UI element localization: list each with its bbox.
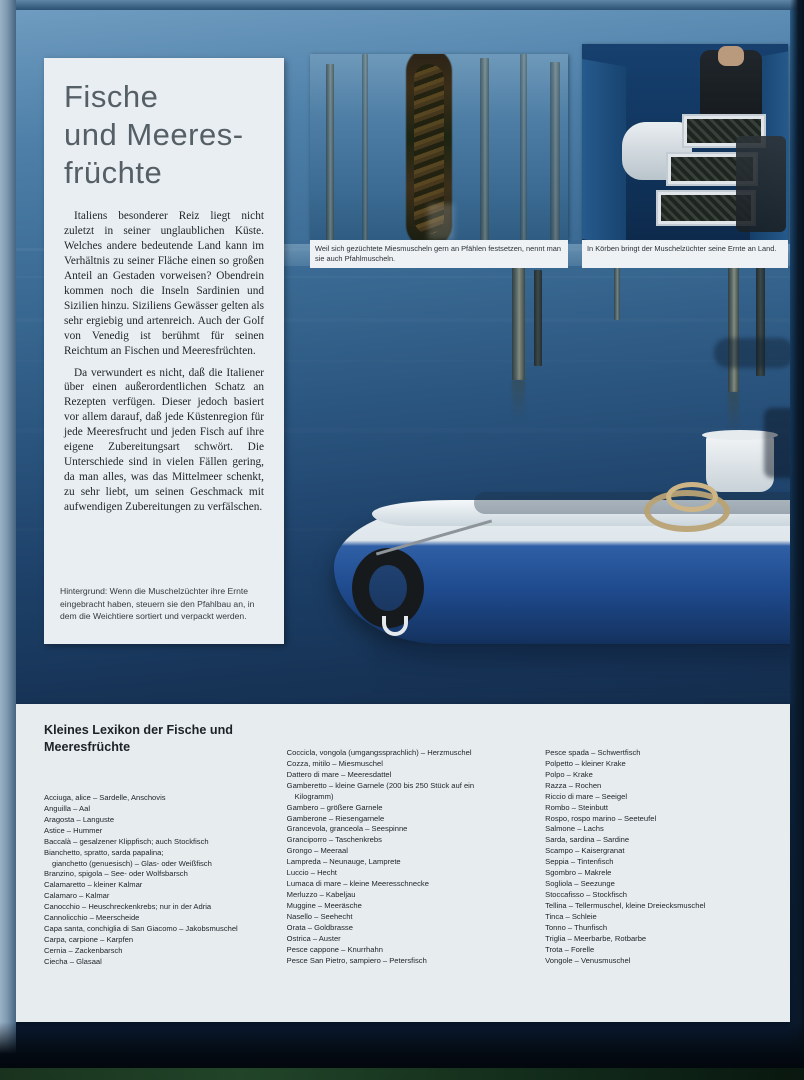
- lexicon-column-2: [287, 748, 545, 968]
- lexicon-entry: Muggine – Meeräsche: [286, 900, 362, 910]
- lexicon-entry: Astice – Hummer: [44, 825, 103, 835]
- lexicon-entry: Anguilla – Aal: [44, 803, 91, 813]
- lexicon-entry: Aragosta – Languste: [44, 814, 115, 824]
- lexicon-entry: Seppia – Tintenfisch: [545, 857, 614, 867]
- lexicon-page: [14, 704, 790, 1022]
- lexicon-entry: Branzino, spigola – See- oder Wolfsbarsch: [44, 869, 188, 879]
- lexicon-entry: Gamberetto – kleine Garnele (200 bis 250 Stück auf ein: [286, 780, 475, 790]
- lexicon-entry: Sgombro – Makrele: [545, 868, 612, 878]
- page-right-edge: [790, 0, 804, 1080]
- wooden-pole: [480, 58, 489, 240]
- surface-strip: [0, 1068, 804, 1080]
- lexicon-entry: Rospo, rospo marino – Seeteufel: [545, 813, 657, 823]
- lexicon-column-1: [32, 748, 287, 968]
- article-body: [64, 209, 264, 514]
- title-line-3: früchte: [64, 154, 163, 190]
- lexicon-entry: Polpo – Krake: [545, 769, 593, 779]
- boat-reflection: [374, 644, 790, 690]
- lexicon-entry: Tonno – Thunfisch: [545, 922, 608, 932]
- lexicon-entry: Lumaca di mare – kleine Meeresschnecke: [286, 879, 429, 889]
- lexicon-entry: Canocchio – Heuschreckenkrebs; nur in der Adria: [44, 902, 212, 912]
- lexicon-entry: Luccio – Hecht: [286, 868, 337, 878]
- lexicon-entry: Grancevola, granceola – Seespinne: [286, 824, 408, 834]
- wooden-pole: [728, 260, 739, 392]
- lexicon-entry: Polpetto – kleiner Krake: [545, 758, 626, 768]
- lexicon-entry: Grongo – Meeraal: [286, 846, 348, 856]
- lexicon-entry: gianchetto (genuesisch) – Glas- oder Weißfisch: [52, 858, 212, 868]
- boat-wall: [582, 57, 626, 240]
- lexicon-entry: Coccicla, vongola (umgangssprachlich) – Herzmuschel: [286, 748, 472, 757]
- water-splash: [428, 204, 454, 240]
- lexicon-entry: Lampreda – Neunauge, Lamprete: [286, 857, 401, 867]
- boat-interior-shadow: [474, 492, 790, 514]
- lexicon-entry: Ciecha – Glasaal: [44, 956, 102, 966]
- water-debris: [764, 408, 790, 478]
- title-line-1: Fische: [64, 79, 159, 114]
- lexicon-entry: Nasello – Seehecht: [286, 911, 353, 921]
- lexicon-entry: Granciporro – Taschenkrebs: [286, 835, 382, 845]
- wooden-pole: [362, 54, 368, 240]
- lexicon-entry: Orata – Goldbrasse: [286, 922, 353, 932]
- lexicon-entry: Trota – Forelle: [545, 944, 595, 954]
- page-gutter: [0, 0, 16, 1080]
- wooden-pole: [326, 64, 334, 240]
- lexicon-entry: Scampo – Kaisergranat: [545, 846, 625, 856]
- lexicon-column-3: [545, 748, 772, 968]
- lexicon-entry: Acciuga, alice – Sardelle, Anschovis: [44, 793, 166, 802]
- lexicon-entry: Vongole – Venusmuschel: [545, 955, 631, 965]
- title-line-2: und Meeres-: [64, 116, 244, 152]
- lexicon-entry: Sogliola – Seezunge: [545, 879, 615, 889]
- lexicon-entry: Stoccafisso – Stockfisch: [545, 889, 628, 899]
- lexicon-entry: Bianchetto, spratto, sarda papalina;: [44, 847, 164, 857]
- wooden-pole: [550, 62, 560, 240]
- lexicon-entry: Carpa, carpione – Karpfen: [44, 934, 134, 944]
- lexicon-title: Kleines Lexikon der Fische und Meeresfrüchte: [44, 723, 233, 754]
- water-debris: [714, 338, 790, 368]
- lexicon-entry: Pesce cappone – Knurrhahn: [286, 944, 383, 954]
- lexicon-entry: Calamaretto – kleiner Kalmar: [44, 880, 143, 890]
- wooden-pole: [520, 54, 527, 240]
- lexicon-entry: Gamberone – Riesengarnele: [286, 813, 385, 823]
- page-title: [64, 78, 268, 191]
- fisherman-head: [718, 46, 744, 66]
- lexicon-entry: Merluzzo – Kabeljau: [286, 889, 356, 899]
- lexicon-entry: Razza – Rochen: [545, 780, 602, 790]
- lexicon-columns: [32, 748, 772, 968]
- article-paragraph: Italiens besonderer Reiz liegt nicht zuletzt in seiner unglaublichen Küste. Welches andere bedeutende Land kann im Verhältnis zu seiner Fläche einen so großen Anteil an Gestaden vorweisen? Obendrein kommen noch die Inseln Sardinien und Sizilien hinzu. Siziliens Gewässer gelten als sehr ergiebig und artenreich. Auch der Golf von Venedig ist berühmt für seinen Reichtum an Fischen und Meeresfrüchten.: [64, 210, 264, 357]
- lexicon-entry: Gambero – größere Garnele: [286, 802, 383, 812]
- blue-boat-photo: [314, 408, 790, 708]
- lexicon-entry: Sarda, sardina – Sardine: [545, 835, 630, 845]
- lexicon-entry: Tinca – Schleie: [545, 911, 597, 921]
- lexicon-entry: Cannolicchio – Meerscheide: [44, 913, 140, 923]
- page-top-edge: [0, 0, 804, 10]
- lexicon-entry: Kilogramm): [294, 791, 334, 801]
- stacked-gear: [736, 136, 786, 232]
- lexicon-entry: Triglia – Meerbarbe, Rotbarbe: [545, 933, 647, 943]
- lexicon-entry: Tellina – Tellermuschel, kleine Dreiecksmuschel: [545, 900, 706, 910]
- fisherman-photo-caption: In Körben bringt der Muschelzüchter seine Ernte an Land.: [582, 240, 788, 268]
- article-paragraph: Da verwundert es nicht, daß die Italiener über einen außerordentlichen Schatz an Rezepten verfügen. Dieser jedoch basiert vor allem darauf, daß jede Küstenregion für jede Meeresfrucht und jeden Fisch auf ihre eigene Zubereitungsart schwört. Die Unterschiede sind in vielen Fällen gering, da man alles, was das Mittelmeer schenkt, zu sehr liebt, um seinen Geschmack mit aufwendigen Zubereitungen zu verfälschen.: [64, 366, 264, 513]
- article-text-panel: [44, 58, 284, 644]
- lexicon-entry: Dattero di mare – Meeresdattel: [286, 769, 392, 779]
- lexicon-entry: Cozza, mitilo – Miesmuschel: [286, 758, 383, 768]
- lexicon-entry: Baccalà – gesalzener Klippfisch; auch Stockfisch: [44, 836, 209, 846]
- lexicon-entry: Riccio di mare – Seeigel: [545, 791, 628, 801]
- mussel-rope-photo: [310, 54, 568, 240]
- wooden-pole: [534, 270, 542, 366]
- mussel-photo-caption: Weil sich gezüchtete Miesmuscheln gern an Pfählen festsetzen, nennt man sie auch Pfahlmuscheln.: [310, 240, 568, 268]
- lexicon-entry: Calamaro – Kalmar: [44, 891, 110, 901]
- wooden-pole: [512, 264, 525, 380]
- lexicon-entry: Rombo – Steinbutt: [545, 802, 609, 812]
- lexicon-entry: Cernia – Zackenbarsch: [44, 945, 123, 955]
- fisherman-crates-photo: [582, 44, 788, 240]
- lexicon-entry: Salmone – Lachs: [545, 824, 604, 834]
- lexicon-entry: Capa santa, conchiglia di San Giacomo – Jakobsmuschel: [44, 924, 238, 934]
- lexicon-entry: Pesce San Pietro, sampiero – Petersfisch: [286, 955, 427, 965]
- rope-coil: [666, 482, 718, 512]
- background-caption: Hintergrund: Wenn die Muschelzüchter ihre Ernte eingebracht haben, steuern sie den Pfahlbau an, in dem die Weichtiere sortiert und verpackt werden.: [60, 586, 255, 621]
- lexicon-entry: Pesce spada – Schwertfisch: [545, 748, 641, 757]
- lexicon-entry: Ostrica – Auster: [286, 933, 341, 943]
- photo-page: [14, 8, 790, 708]
